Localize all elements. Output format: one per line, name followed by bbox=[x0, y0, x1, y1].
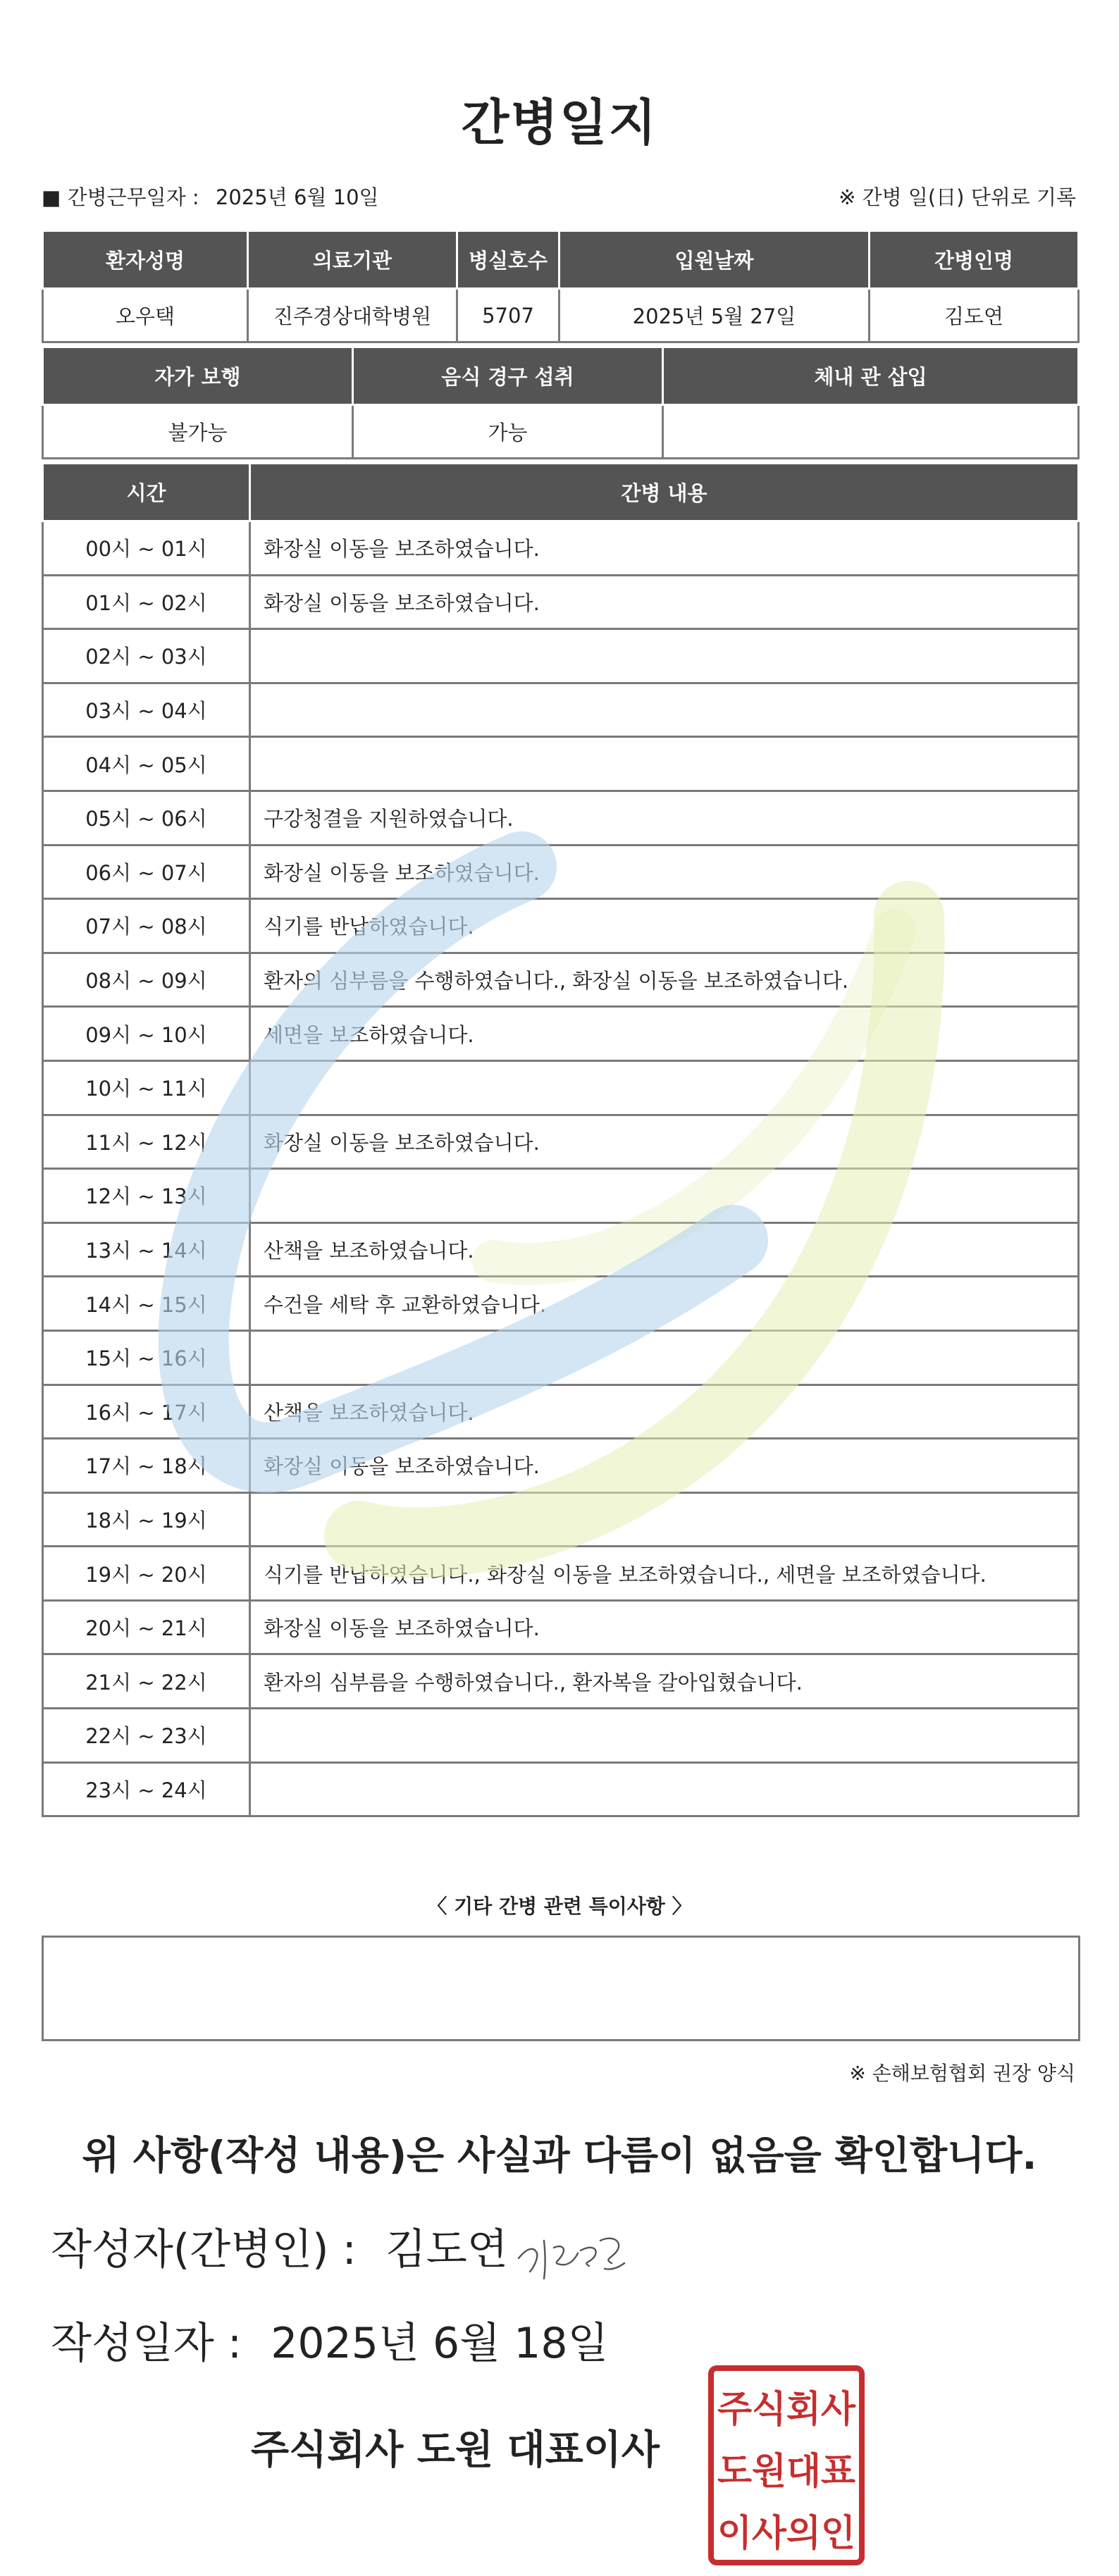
log-time-cell: 08시 ~ 09시 bbox=[43, 953, 250, 1007]
log-content-cell bbox=[250, 629, 1079, 683]
log-time-cell: 17시 ~ 18시 bbox=[43, 1439, 250, 1493]
log-row bbox=[43, 1169, 1079, 1223]
self-walking-value: 불가능 bbox=[43, 405, 353, 459]
log-row bbox=[43, 791, 1079, 845]
oral-intake-value: 가능 bbox=[353, 405, 663, 459]
log-content-cell: 식기를 반납하였습니다. bbox=[250, 899, 1079, 953]
confirmation-statement: 위 사항(작성 내용)은 사실과 다름이 없음을 확인합니다. bbox=[82, 2133, 1037, 2178]
log-content-cell: 화장실 이동을 보조하였습니다. bbox=[250, 1115, 1079, 1169]
care-log-body bbox=[43, 521, 1079, 1816]
log-content-cell: 산책을 보조하였습니다. bbox=[250, 1222, 1079, 1277]
log-content-cell: 화장실 이동을 보조하였습니다. bbox=[250, 1439, 1079, 1493]
company-representative: 주식회사 도원 대표이사 bbox=[251, 2427, 660, 2473]
log-row bbox=[43, 1439, 1079, 1493]
log-content-cell: 산책을 보조하였습니다. bbox=[250, 1385, 1079, 1439]
log-content-cell bbox=[250, 737, 1079, 791]
log-time-cell: 18시 ~ 19시 bbox=[43, 1492, 250, 1547]
tube-insertion-value bbox=[663, 405, 1079, 459]
log-row bbox=[43, 1492, 1079, 1547]
log-time-cell: 03시 ~ 04시 bbox=[43, 683, 250, 737]
patient-info-table bbox=[42, 230, 1080, 343]
log-time-cell: 04시 ~ 05시 bbox=[43, 737, 250, 791]
log-row bbox=[43, 1709, 1079, 1763]
header-room: 병실호수 bbox=[457, 231, 560, 289]
log-content-cell: 화장실 이동을 보조하였습니다. bbox=[250, 1600, 1079, 1654]
log-time-cell: 11시 ~ 12시 bbox=[43, 1115, 250, 1169]
work-date-label bbox=[42, 182, 379, 211]
log-row bbox=[43, 1060, 1079, 1115]
log-content-cell: 식기를 반납하였습니다., 화장실 이동을 보조하였습니다., 세면을 보조하였습니다. bbox=[250, 1547, 1079, 1601]
log-row bbox=[43, 1115, 1079, 1169]
log-content-cell: 구강청결을 지원하였습니다. bbox=[250, 791, 1079, 845]
log-time-cell: 22시 ~ 23시 bbox=[43, 1709, 250, 1763]
author-line bbox=[51, 2216, 508, 2277]
log-time-cell: 20시 ~ 21시 bbox=[43, 1600, 250, 1654]
log-time-cell: 15시 ~ 16시 bbox=[43, 1330, 250, 1385]
log-content-cell bbox=[250, 1330, 1079, 1385]
svg-text:도원대표: 도원대표 bbox=[717, 2451, 855, 2493]
log-row bbox=[43, 1762, 1079, 1816]
written-date-line bbox=[51, 2310, 608, 2370]
header-care-content: 간병 내용 bbox=[250, 464, 1079, 521]
log-row bbox=[43, 1007, 1079, 1061]
room-value: 5707 bbox=[457, 289, 560, 342]
header-caregiver: 간병인명 bbox=[870, 231, 1079, 289]
written-date-label: 작성일자 : bbox=[51, 2319, 242, 2368]
log-row bbox=[43, 1385, 1079, 1439]
log-row bbox=[43, 683, 1079, 737]
care-log-table bbox=[42, 462, 1080, 1817]
log-row bbox=[43, 629, 1079, 683]
log-row bbox=[43, 899, 1079, 953]
admission-date-value: 2025년 5월 27일 bbox=[560, 289, 870, 342]
header-tube-insertion: 체내 관 삽입 bbox=[663, 347, 1079, 405]
log-time-cell: 23시 ~ 24시 bbox=[43, 1762, 250, 1816]
record-note: ※ 간병 일(日) 단위로 기록 bbox=[839, 185, 1076, 209]
work-date-label-text: ■ 간병근무일자 : bbox=[42, 185, 199, 209]
log-content-cell: 세면을 보조하였습니다. bbox=[250, 1007, 1079, 1061]
handwritten-signature bbox=[513, 2219, 633, 2286]
page-title: 간병일지 bbox=[461, 94, 658, 151]
log-row bbox=[43, 845, 1079, 899]
log-time-cell: 05시 ~ 06시 bbox=[43, 791, 250, 845]
log-content-cell bbox=[250, 1060, 1079, 1115]
log-time-cell: 19시 ~ 20시 bbox=[43, 1547, 250, 1601]
log-time-cell: 02시 ~ 03시 bbox=[43, 629, 250, 683]
log-time-cell: 00시 ~ 01시 bbox=[43, 521, 250, 576]
log-content-cell: 화장실 이동을 보조하였습니다. bbox=[250, 845, 1079, 899]
log-time-cell: 10시 ~ 11시 bbox=[43, 1060, 250, 1115]
log-content-cell: 환자의 심부름을 수행하였습니다., 화장실 이동을 보조하였습니다. bbox=[250, 953, 1079, 1007]
company-seal-stamp bbox=[707, 2364, 866, 2567]
author-name: 김도연 bbox=[385, 2225, 508, 2274]
log-time-cell: 13시 ~ 14시 bbox=[43, 1222, 250, 1277]
log-time-cell: 01시 ~ 02시 bbox=[43, 575, 250, 629]
special-notes-box[interactable] bbox=[42, 1936, 1080, 2041]
log-row bbox=[43, 737, 1079, 791]
log-content-cell: 화장실 이동을 보조하였습니다. bbox=[250, 521, 1079, 576]
log-time-cell: 14시 ~ 15시 bbox=[43, 1277, 250, 1331]
header-admission-date: 입원날짜 bbox=[560, 231, 870, 289]
log-content-cell bbox=[250, 683, 1079, 737]
log-row bbox=[43, 1330, 1079, 1385]
log-row bbox=[43, 521, 1079, 576]
log-content-cell bbox=[250, 1492, 1079, 1547]
written-date-value: 2025년 6월 18일 bbox=[271, 2319, 609, 2368]
header-self-walking: 자가 보행 bbox=[43, 347, 353, 405]
log-time-cell: 09시 ~ 10시 bbox=[43, 1007, 250, 1061]
log-row bbox=[43, 1277, 1079, 1331]
hospital-value: 진주경상대학병원 bbox=[248, 289, 457, 342]
special-notes-heading: 〈 기타 간병 관련 특이사항 〉 bbox=[427, 1895, 692, 1918]
log-content-cell bbox=[250, 1709, 1079, 1763]
log-content-cell: 수건을 세탁 후 교환하였습니다. bbox=[250, 1277, 1079, 1331]
log-time-cell: 21시 ~ 22시 bbox=[43, 1654, 250, 1709]
log-row bbox=[43, 575, 1079, 629]
log-row bbox=[43, 1547, 1079, 1601]
patient-name-value: 오우택 bbox=[43, 289, 248, 342]
log-content-cell bbox=[250, 1169, 1079, 1223]
log-time-cell: 12시 ~ 13시 bbox=[43, 1169, 250, 1223]
log-content-cell bbox=[250, 1762, 1079, 1816]
header-time: 시간 bbox=[43, 464, 250, 521]
patient-status-table bbox=[42, 346, 1080, 459]
author-label: 작성자(간병인) : bbox=[51, 2225, 357, 2274]
log-row bbox=[43, 1222, 1079, 1277]
log-row bbox=[43, 1600, 1079, 1654]
log-row bbox=[43, 1654, 1079, 1709]
log-time-cell: 16시 ~ 17시 bbox=[43, 1385, 250, 1439]
svg-text:주식회사: 주식회사 bbox=[717, 2389, 856, 2431]
caregiver-value: 김도연 bbox=[870, 289, 1079, 342]
header-patient-name: 환자성명 bbox=[43, 231, 248, 289]
log-row bbox=[43, 953, 1079, 1007]
header-oral-intake: 음식 경구 섭취 bbox=[353, 347, 663, 405]
log-time-cell: 07시 ~ 08시 bbox=[43, 899, 250, 953]
header-hospital: 의료기관 bbox=[248, 231, 457, 289]
log-content-cell: 화장실 이동을 보조하였습니다. bbox=[250, 575, 1079, 629]
work-date-value: 2025년 6월 10일 bbox=[215, 185, 379, 209]
log-time-cell: 06시 ~ 07시 bbox=[43, 845, 250, 899]
log-content-cell: 환자의 심부름을 수행하였습니다., 환자복을 갈아입혔습니다. bbox=[250, 1654, 1079, 1709]
svg-text:이사의인: 이사의인 bbox=[717, 2513, 855, 2555]
form-source-note: ※ 손해보험협회 권장 양식 bbox=[849, 2062, 1075, 2085]
